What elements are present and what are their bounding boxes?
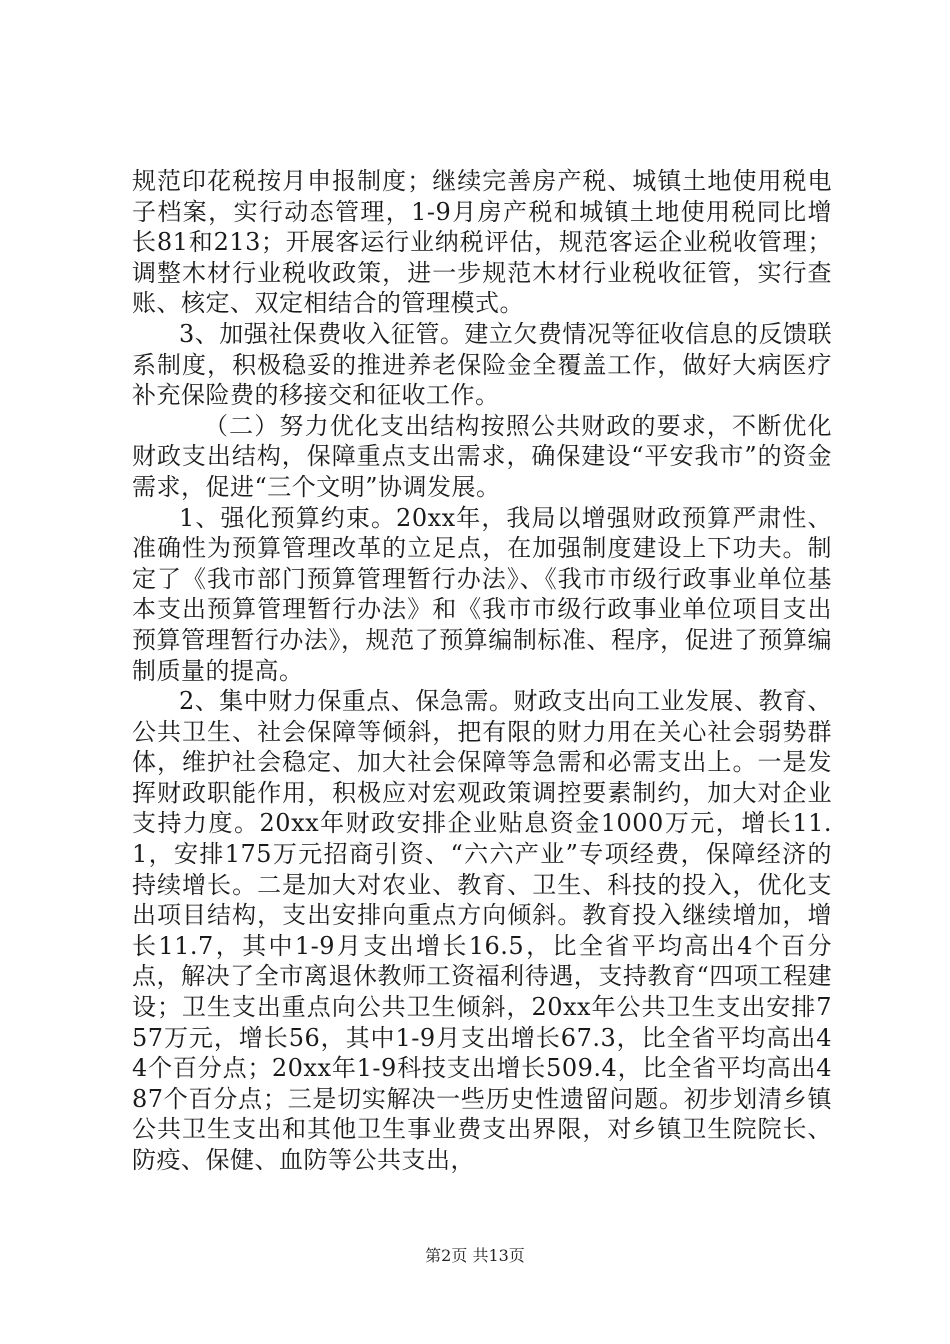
- paragraph-social-security: 3、加强社保费收入征管。建立欠费情况等征收信息的反馈联系制度，积极稳妥的推进养老保险金全覆盖工作，做好大病医疗补充保险费的移接交和征收工作。: [132, 319, 832, 410]
- document-body: [132, 166, 832, 1176]
- paragraph-continuation: 规范印花税按月申报制度；继续完善房产税、城镇土地使用税电子档案，实行动态管理，1-9月房产税和城镇土地使用税同比增长81和213；开展客运行业纳税评估，规范客运企业税收管理；调整木材行业税收政策，进一步规范木材行业税收征管，实行查账、核定、双定相结合的管理模式。: [132, 167, 832, 318]
- paragraph-key-priorities: 2、集中财力保重点、保急需。财政支出向工业发展、教育、公共卫生、社会保障等倾斜，把有限的财力用在关心社会弱势群体，维护社会稳定、加大社会保障等急需和必需支出上。一是发挥财政职能作用，积极应对宏观政策调控要素制约，加大对企业支持力度。20xx年财政安排企业贴息资金1000万元，增长11.1，安排175万元招商引资、“六六产业”专项经费，保障经济的持续增长。二是加大对农业、教育、卫生、科技的投入，优化支出项目结构，支出安排向重点方向倾斜。教育投入继续增加，增长11.7，其中1-9月支出增长16.5，比全省平均高出4个百分点，解决了全市离退休教师工资福利待遇，支持教育“四项工程建设；卫生支出重点向公共卫生倾斜，20xx年公共卫生支出安排757万元，增长56，其中1-9月支出增长67.3，比全省平均高出44个百分点；20xx年1-9科技支出增长509.4，比全省平均高出487个百分点；三是切实解决一些历史性遗留问题。初步划清乡镇公共卫生支出和其他卫生事业费支出界限，对乡镇卫生院院长、防疫、保健、血防等公共支出，: [132, 687, 832, 1174]
- paragraph-expenditure-structure: （二）努力优化支出结构按照公共财政的要求，不断优化财政支出结构，保障重点支出需求，确保建设“平安我市”的资金需求，促进“三个文明”协调发展。: [132, 411, 832, 501]
- paragraph-budget-constraint: 1、强化预算约束。20xx年，我局以增强财政预算严肃性、准确性为预算管理改革的立足点，在加强制度建设上下功夫。制定了《我市部门预算管理暂行办法》、《我市市级行政事业单位基本支出预算管理暂行办法》和《我市市级行政事业单位项目支出预算管理暂行办法》，规范了预算编制标准、程序，促进了预算编制质量的提高。: [132, 503, 832, 685]
- page-number-footer: 第2页 共13页: [425, 1246, 525, 1265]
